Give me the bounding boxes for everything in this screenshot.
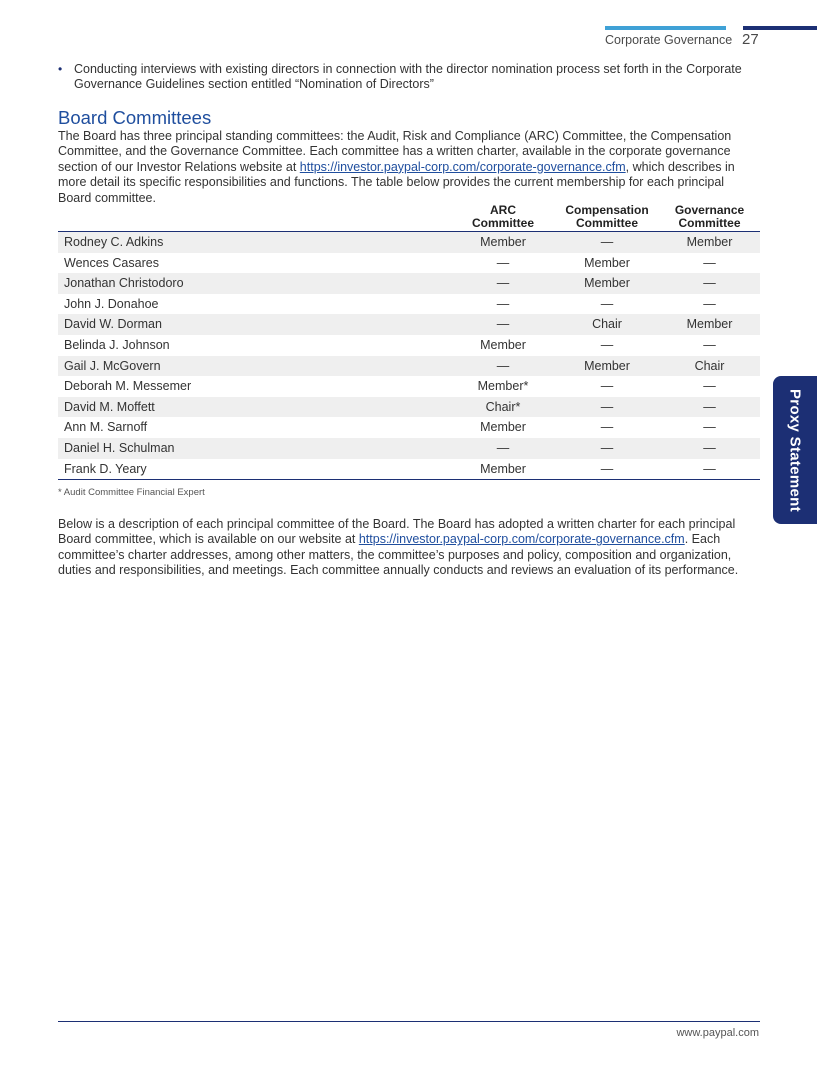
arc-membership: — — [496, 296, 510, 311]
intro-bullet-text: Conducting interviews with existing directors in connection with the director nomination process set forth in the Corporate Governance Guidelines section entitled “Nomination of Directors” — [74, 62, 742, 91]
intro-paragraph-text-1: The Board has three principal standing committees: the Audit, Risk and Compliance (ARC) Committee, the Compensation Committee, and the Governance Committee. Each committee has a written charter, available in the corporate governance section of our Investor Relations website at — [58, 129, 732, 174]
director-name: Frank D. Yeary — [58, 459, 451, 480]
arc-membership: Member — [480, 420, 526, 435]
table-row — [58, 232, 760, 253]
main-content — [58, 62, 760, 206]
section-heading: Board Committees — [58, 107, 212, 128]
director-name: Gail J. McGovern — [58, 356, 451, 377]
governance-membership: Member — [659, 232, 760, 253]
director-name: John J. Donahoe — [64, 296, 159, 311]
arc-membership: Member — [451, 459, 555, 480]
director-name: Wences Casares — [64, 255, 159, 270]
compensation-membership: — — [555, 459, 659, 480]
closing-paragraph — [58, 517, 760, 579]
table-row — [58, 397, 760, 418]
table-row — [58, 376, 760, 397]
director-name: David M. Moffett — [58, 397, 451, 418]
header-section-title: Corporate Governance — [605, 33, 733, 47]
compensation-membership: — — [555, 397, 659, 418]
compensation-membership: Member — [555, 273, 659, 294]
governance-membership: Member — [659, 314, 760, 335]
director-name: Deborah M. Messemer — [64, 379, 192, 394]
arc-membership: — — [451, 314, 555, 335]
committees-intro-paragraph — [58, 129, 760, 206]
arc-membership: — — [451, 273, 555, 294]
director-name: Belinda J. Johnson — [64, 337, 170, 352]
footer-divider — [58, 1021, 760, 1022]
name-column-header — [58, 198, 451, 232]
director-name: Rodney C. Adkins — [58, 232, 451, 253]
governance-membership: — — [659, 273, 760, 294]
director-name: David W. Dorman — [58, 314, 451, 335]
governance-link-2[interactable]: https://investor.paypal-corp.com/corporate-governance.cfm — [358, 532, 685, 547]
governance-link[interactable]: https://investor.paypal-corp.com/corporate-governance.cfm — [299, 159, 626, 174]
page-number: 27 — [742, 31, 759, 48]
governance-membership: Chair — [659, 356, 760, 377]
governance-membership: — — [659, 438, 760, 459]
governance-membership: — — [703, 420, 716, 435]
closing-text-2: . Each committee’s charter addresses, among other matters, the committee’s purposes and policy, composition and organization, duties and responsibilities, and meetings. Each committee annually conducts and reviews an evaluation of its performance. — [58, 532, 739, 578]
governance-membership: — — [703, 296, 716, 311]
governance-column-header: Governance Committee — [659, 198, 760, 232]
table-row — [58, 314, 760, 335]
bullet-icon: • — [58, 62, 63, 76]
arc-membership: Member* — [477, 379, 529, 394]
table-row — [58, 459, 760, 480]
arc-membership: Member — [451, 232, 555, 253]
compensation-membership: Member — [584, 255, 630, 270]
director-name: Jonathan Christodoro — [58, 273, 451, 294]
footer-url[interactable]: www.paypal.com — [676, 1027, 759, 1039]
header-accent-bar-light — [605, 26, 726, 30]
intro-bullet-item — [58, 62, 760, 92]
director-name: Daniel H. Schulman — [58, 438, 451, 459]
side-tab-label: Proxy Statement — [786, 388, 804, 512]
governance-membership: — — [703, 337, 716, 352]
compensation-membership: Chair — [555, 314, 659, 335]
table-row — [58, 253, 760, 274]
compensation-membership: — — [600, 379, 614, 394]
compensation-membership: — — [600, 420, 614, 435]
arc-membership: — — [496, 255, 510, 270]
governance-membership: — — [659, 459, 760, 480]
governance-membership: — — [703, 255, 716, 270]
compensation-membership: — — [555, 232, 659, 253]
table-row — [58, 335, 760, 356]
compensation-column-header: Compensation Committee — [555, 198, 659, 232]
compensation-membership: Member — [555, 356, 659, 377]
table-row — [58, 417, 760, 438]
closing-text-1: Below is a description of each principal committee of the Board. The Board has adopted a written charter for each principal Board committee, which is available on our website at — [58, 517, 736, 547]
compensation-membership: — — [600, 337, 614, 352]
director-name: Ann M. Sarnoff — [64, 420, 148, 435]
header-accent-bar-dark — [743, 26, 817, 30]
compensation-membership: — — [555, 438, 659, 459]
arc-membership: — — [451, 438, 555, 459]
intro-paragraph-text-2: , which describes in more detail its specific responsibilities and functions. The table below provides the current membership for each principal Board committee. — [58, 159, 735, 205]
table-row — [58, 356, 760, 377]
table-row — [58, 294, 760, 315]
committee-membership-table — [58, 198, 760, 480]
governance-membership: — — [659, 397, 760, 418]
governance-membership: — — [703, 379, 716, 394]
arc-membership: Chair* — [451, 397, 555, 418]
table-row — [58, 438, 760, 459]
compensation-membership: — — [600, 296, 614, 311]
arc-membership: — — [451, 356, 555, 377]
arc-membership: Member — [480, 337, 526, 352]
table-row — [58, 273, 760, 294]
table-header-row — [58, 198, 760, 232]
table-footnote: * Audit Committee Financial Expert — [58, 487, 205, 498]
arc-column-header: ARC Committee — [451, 198, 555, 232]
